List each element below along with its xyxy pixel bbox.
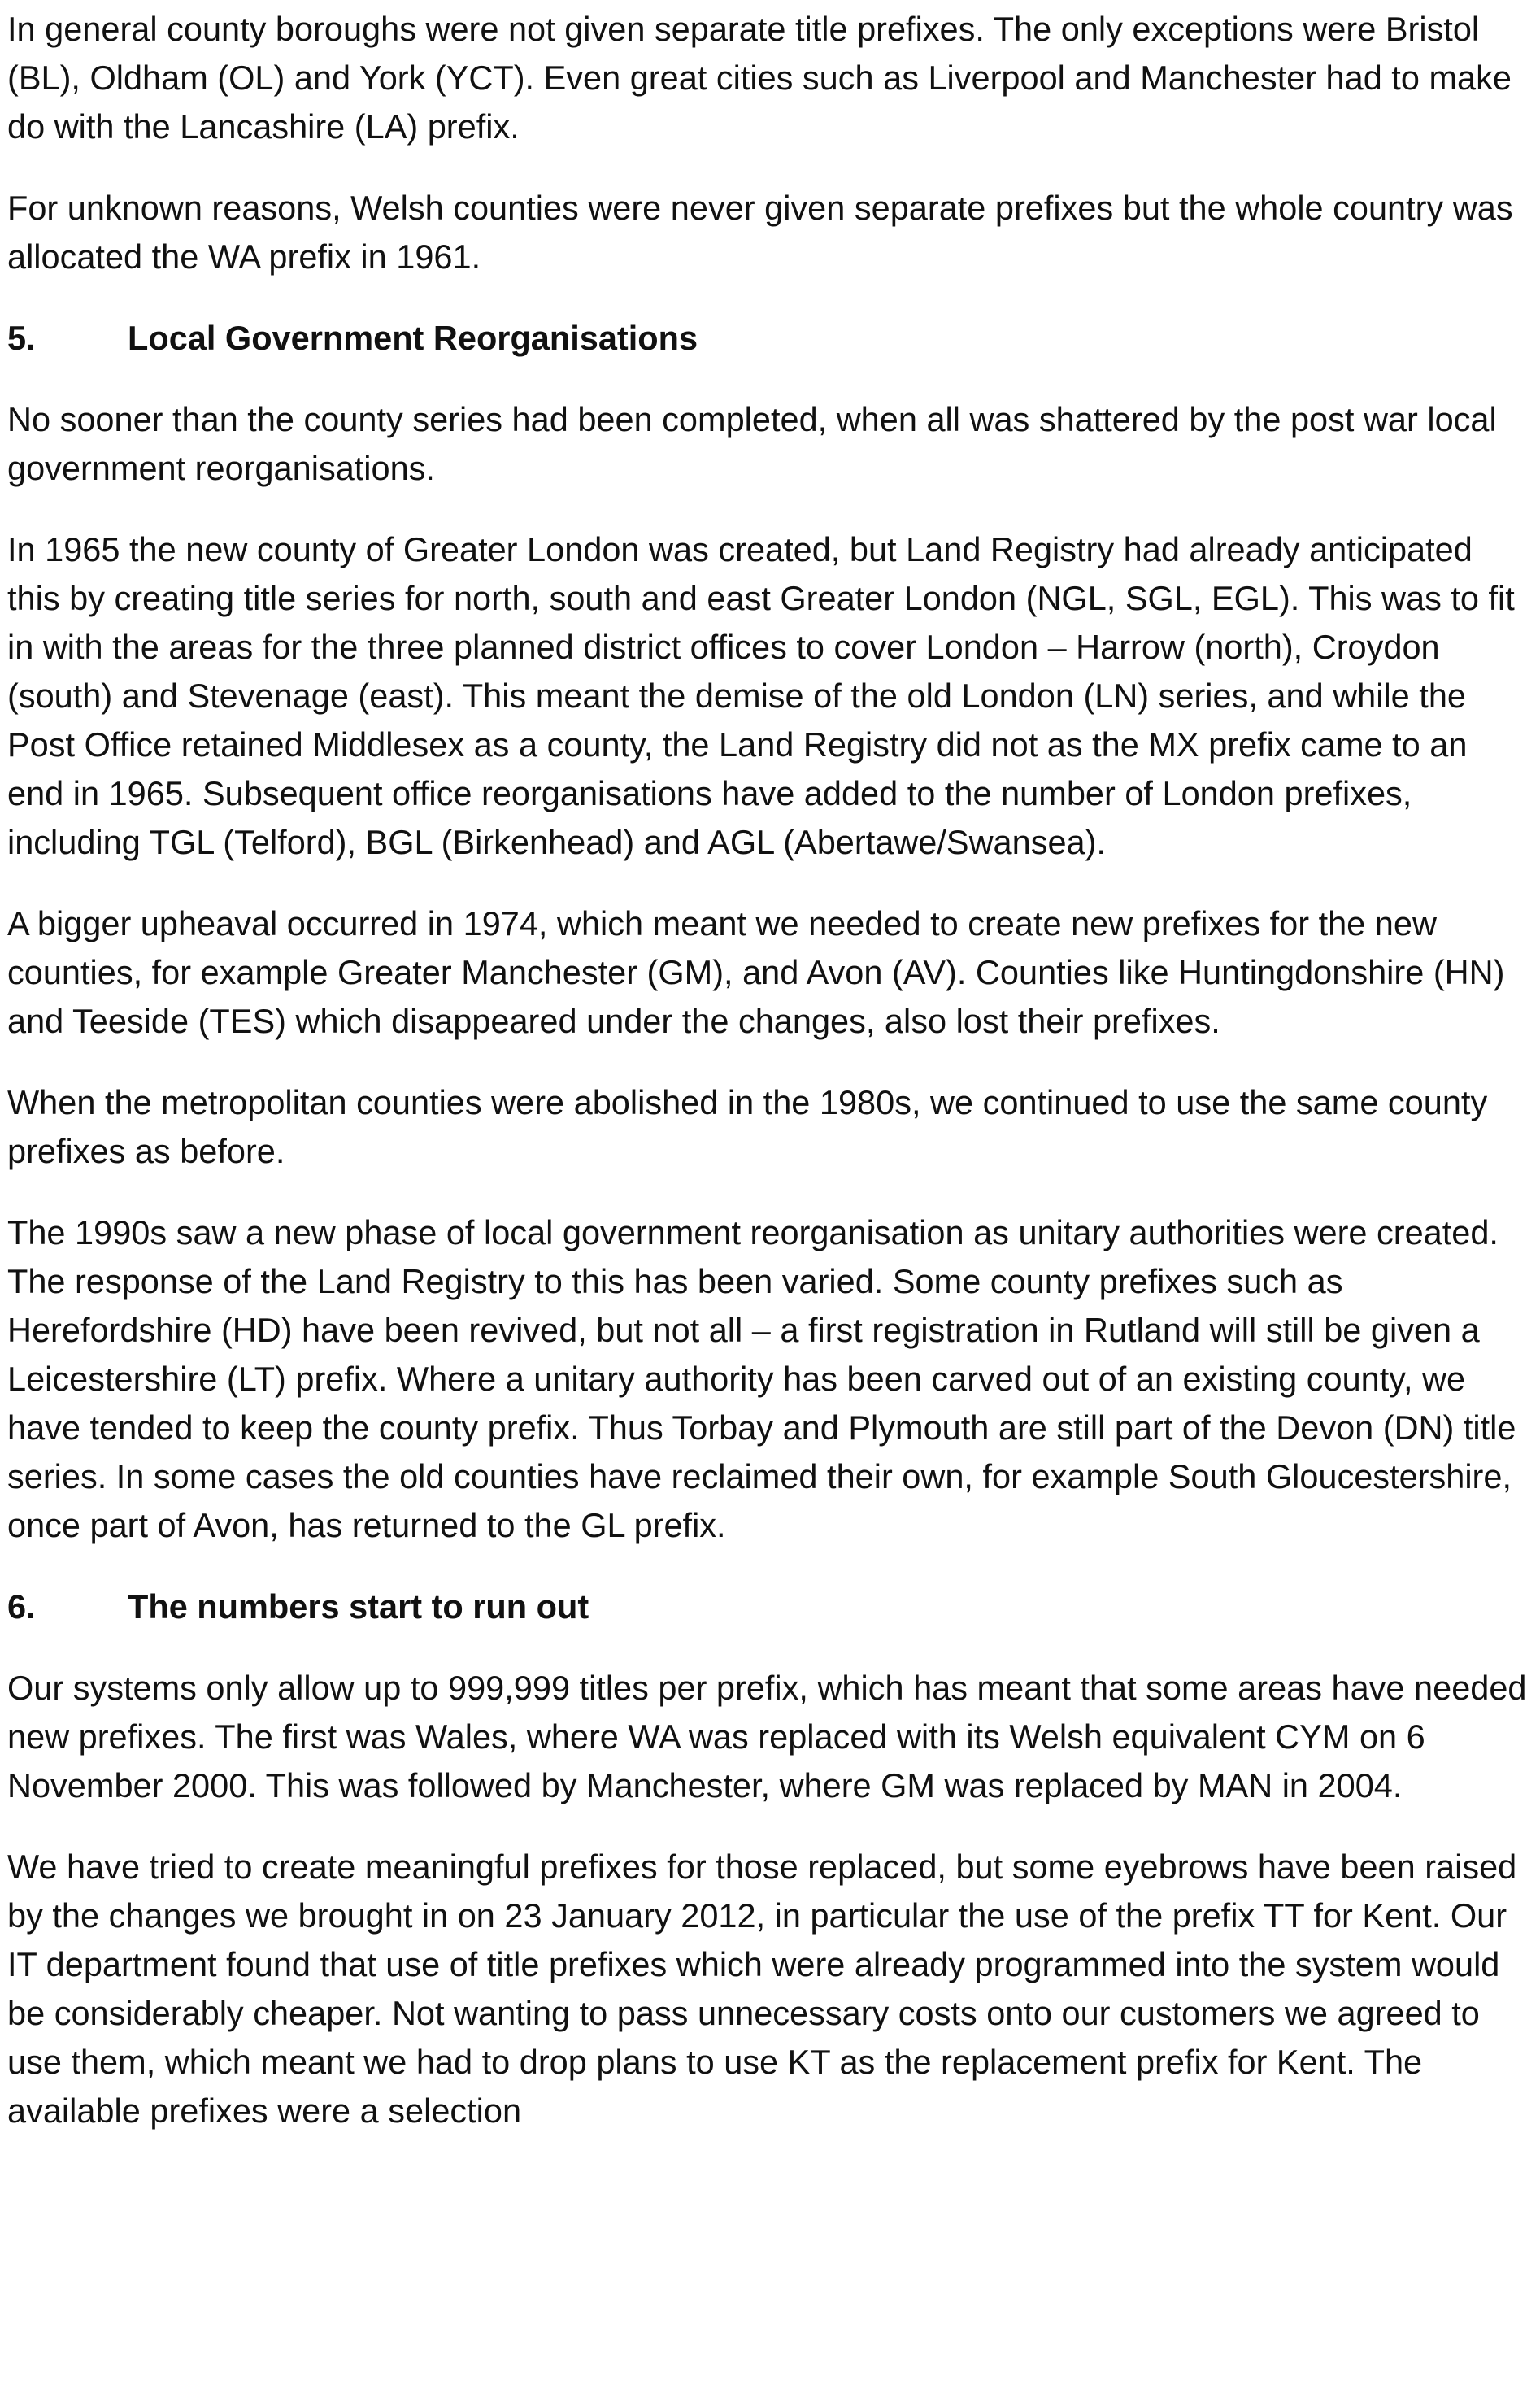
paragraph-greater-london: In 1965 the new county of Greater London was created, but Land Registry had already anticipated this by creating title series for north, south and east Greater London (NGL, SGL, EGL). This was to fit in with the areas for the three planned district offices to cover London – Harrow (north), Croydon (south) and Stevenage (east). This meant the demise of the old London (LN) series, and while the Post Office retained Middlesex as a county, the Land Registry did not as the MX prefix came to an end in 1965. Subsequent office reorganisations have added to the number of London prefixes, including TGL (Telford), BGL (Birkenhead) and AGL (Abertawe/Swansea). (7, 530, 1515, 861)
paragraph-1974-upheaval: A bigger upheaval occurred in 1974, which meant we needed to create new prefixes for the new counties, for example Greater Manchester (GM), and Avon (AV). Counties like Huntingdonshire (HN) and Teeside (TES) which disappeared under the changes, also lost their prefixes. (7, 904, 1505, 1040)
paragraph-welsh-counties: For unknown reasons, Welsh counties were never given separate prefixes but the whole country was allocated the WA prefix in 1961. (7, 189, 1513, 276)
paragraph-999999-limit: Our systems only allow up to 999,999 titles per prefix, which has meant that some areas have needed new prefixes. The first was Wales, where WA was replaced with its Welsh equivalent CYM on 6 November 2000. This was followed by Manchester, where GM was replaced by MAN in 2004. (7, 1669, 1527, 1804)
section-6-number: 6. (7, 1587, 36, 1626)
paragraph-county-boroughs: In general county boroughs were not given separate title prefixes. The only exceptions were Bristol (BL), Oldham (OL) and York (YCT). Even great cities such as Liverpool and Manchester had to make do with the Lancashire (LA) prefix. (7, 10, 1512, 146)
section-6-heading (7, 1582, 1529, 1631)
section-6-title: The numbers start to run out (128, 1587, 589, 1626)
section-5-title: Local Government Reorganisations (128, 319, 698, 357)
paragraph-1990s-unitary: The 1990s saw a new phase of local government reorganisation as unitary authorities were created. The response of the Land Registry to this has been varied. Some county prefixes such as Herefordshire (HD) have been revived, but not all – a first registration in Rutland will still be given a Leicestershire (LT) prefix. Where a unitary authority has been carved out of an existing county, we have tended to keep the county prefix. Thus Torbay and Plymouth are still part of the Devon (DN) title series. In some cases the old counties have reclaimed their own, for example South Gloucestershire, once part of Avon, has returned to the GL prefix. (7, 1213, 1516, 1544)
document-page (7, 5, 1529, 2135)
paragraph-metropolitan-counties: When the metropolitan counties were abolished in the 1980s, we continued to use the same county prefixes as before. (7, 1083, 1488, 1170)
section-5-heading (7, 314, 1529, 363)
section-5-number: 5. (7, 319, 36, 357)
paragraph-meaningful-prefixes: We have tried to create meaningful prefixes for those replaced, but some eyebrows have been raised by the changes we brought in on 23 January 2012, in particular the use of the prefix TT for Kent. Our IT department found that use of title prefixes which were already programmed into the system would be considerably cheaper. Not wanting to pass unnecessary costs onto our customers we agreed to use them, which meant we had to drop plans to use KT as the replacement prefix for Kent. The available prefixes were a selection (7, 1848, 1517, 2130)
paragraph-post-war: No sooner than the county series had been completed, when all was shattered by the post war local government reorganisations. (7, 400, 1497, 487)
